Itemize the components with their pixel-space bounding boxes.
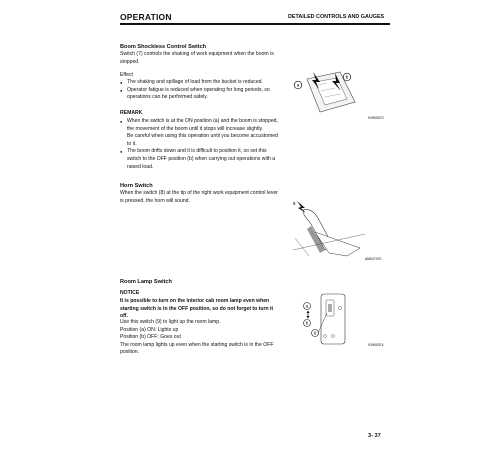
remark-item: ● When the switch is at the ON position (a) and the boom is stopped, the movement of the boom until it stops will increase slightly. — [120, 118, 278, 133]
remark-note: Be careful when using this operation until you become accustomed to it. — [127, 133, 278, 147]
notice-label: NOTICE — [120, 290, 140, 296]
instruction-line: Use this switch (9) to light up the room lamp. — [120, 319, 221, 325]
figure-label-a: a — [305, 303, 309, 309]
figure-label-8: 8 — [293, 201, 296, 206]
room-lamp-illustration — [285, 288, 390, 350]
figure-label-9: 9 — [313, 330, 317, 336]
remark-item: ● The boom drifts down and it is difficult to position it, so set this switch to the OFF position (b) when carrying out operations with a raised load. — [120, 148, 278, 171]
horn-text: When the switch (8) at the tip of the right work equipment control lever is pressed, the horn will sound. — [120, 190, 278, 204]
section-title: OPERATION — [120, 12, 172, 22]
figure-code: 9JH00374 — [368, 343, 384, 347]
boom-switch-illustration — [285, 67, 390, 122]
effect-list — [120, 79, 278, 102]
instruction-line: Position (b) OFF: Goes out — [120, 334, 181, 341]
boom-switch-heading: Boom Shockless Control Switch — [120, 44, 207, 50]
boom-intro: Switch (7) controls the shaking of work equipment when the boom is stopped. — [120, 51, 274, 65]
figure-label-a: a — [296, 82, 300, 88]
room-lamp-heading: Room Lamp Switch — [120, 279, 172, 285]
figure-label-b: b — [345, 74, 349, 80]
effect-item: ● Operator fatigue is reduced when operating for long periods, so operations can be performed safely. — [120, 87, 278, 102]
effect-item: ● The shaking and spillage of load from the bucket is reduced. — [120, 79, 278, 87]
effect-label: Effect — [120, 72, 133, 78]
figure-code: AM027470 — [365, 257, 382, 261]
horn-switch-heading: Horn Switch — [120, 183, 153, 189]
figure-code: 9JH00373 — [368, 116, 384, 120]
page-number: 3- 37 — [368, 433, 381, 439]
header-rule — [120, 23, 390, 25]
notice-text: It is possible to turn on the interior cab room lamp even when starting switch is in the OFF position, so do not forget to turn it off. — [120, 298, 274, 320]
figure-label-b: b — [305, 320, 309, 326]
remark-list — [120, 118, 278, 171]
room-lamp-instructions — [120, 319, 282, 357]
subsection-title: DETAILED CONTROLS AND GAUGES — [288, 14, 385, 20]
boom-switch-figure — [285, 67, 390, 122]
room-lamp-figure — [285, 288, 390, 350]
horn-lever-figure — [285, 198, 390, 263]
lever-illustration — [285, 198, 390, 263]
instruction-line: Position (a) ON: Lights up — [120, 326, 179, 333]
instruction-line: The room lamp lights up even when the starting switch is in the OFF position. — [120, 341, 274, 356]
remark-label: REMARK — [120, 110, 143, 116]
